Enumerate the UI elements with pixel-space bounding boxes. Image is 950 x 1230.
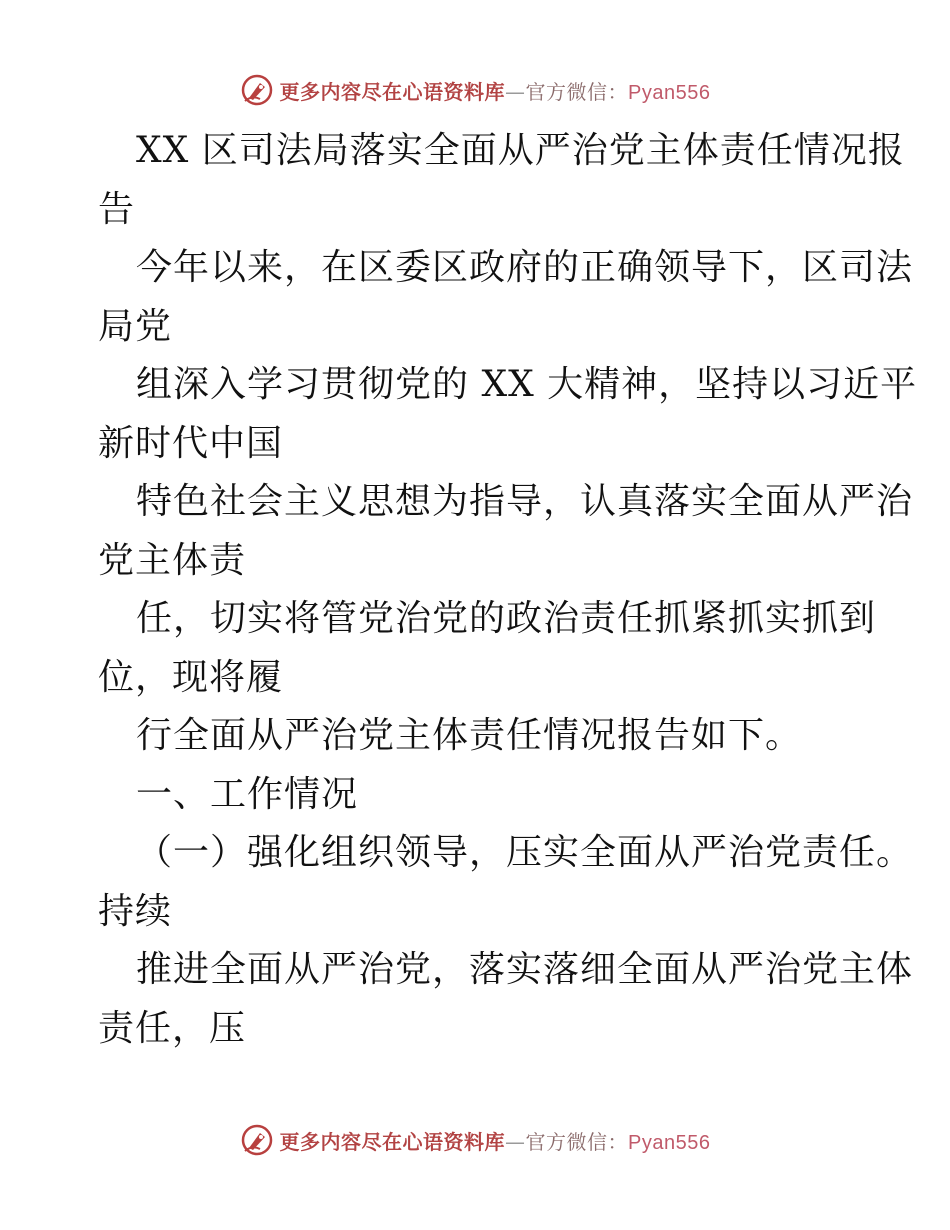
paragraph-line: 责任，压	[98, 1007, 247, 1049]
watermark-text: 更多内容尽在心语资料库—官方微信：Pyan556	[279, 79, 711, 104]
paragraph-line: 位，现将履	[98, 656, 284, 698]
paragraph-line: 局党	[98, 305, 173, 347]
paragraph-line: 组深入学习贯彻党的 XX 大精神，坚持以习近平	[136, 364, 918, 405]
paragraph-line: 持续	[98, 890, 173, 932]
subsection-heading: （一）强化组织领导，压实全面从严治党责任。	[136, 832, 914, 873]
paragraph-line: 任，切实将管党治党的政治责任抓紧抓实抓到	[136, 598, 877, 639]
pen-nib-seal-icon	[240, 1123, 274, 1157]
pen-nib-seal-icon	[240, 73, 274, 107]
document-title-line-1: XX 区司法局落实全面从严治党主体责任情况报	[136, 130, 905, 171]
paragraph-line: 新时代中国	[98, 422, 284, 464]
footer-watermark-banner	[0, 1120, 950, 1160]
paragraph-line: 推进全面从严治党，落实落细全面从严治党主体	[136, 949, 914, 990]
paragraph-line: 党主体责	[98, 539, 247, 581]
paragraph-line: 行全面从严治党主体责任情况报告如下。	[136, 715, 803, 756]
header-watermark-banner	[0, 70, 950, 110]
document-body	[98, 122, 918, 1058]
watermark-text: 更多内容尽在心语资料库—官方微信：Pyan556	[279, 1129, 711, 1154]
document-title-line-2: 告	[98, 188, 136, 230]
paragraph-line: 今年以来，在区委区政府的正确领导下，区司法	[136, 247, 914, 288]
paragraph-line: 特色社会主义思想为指导，认真落实全面从严治	[136, 481, 914, 522]
section-heading: 一、工作情况	[136, 773, 359, 815]
